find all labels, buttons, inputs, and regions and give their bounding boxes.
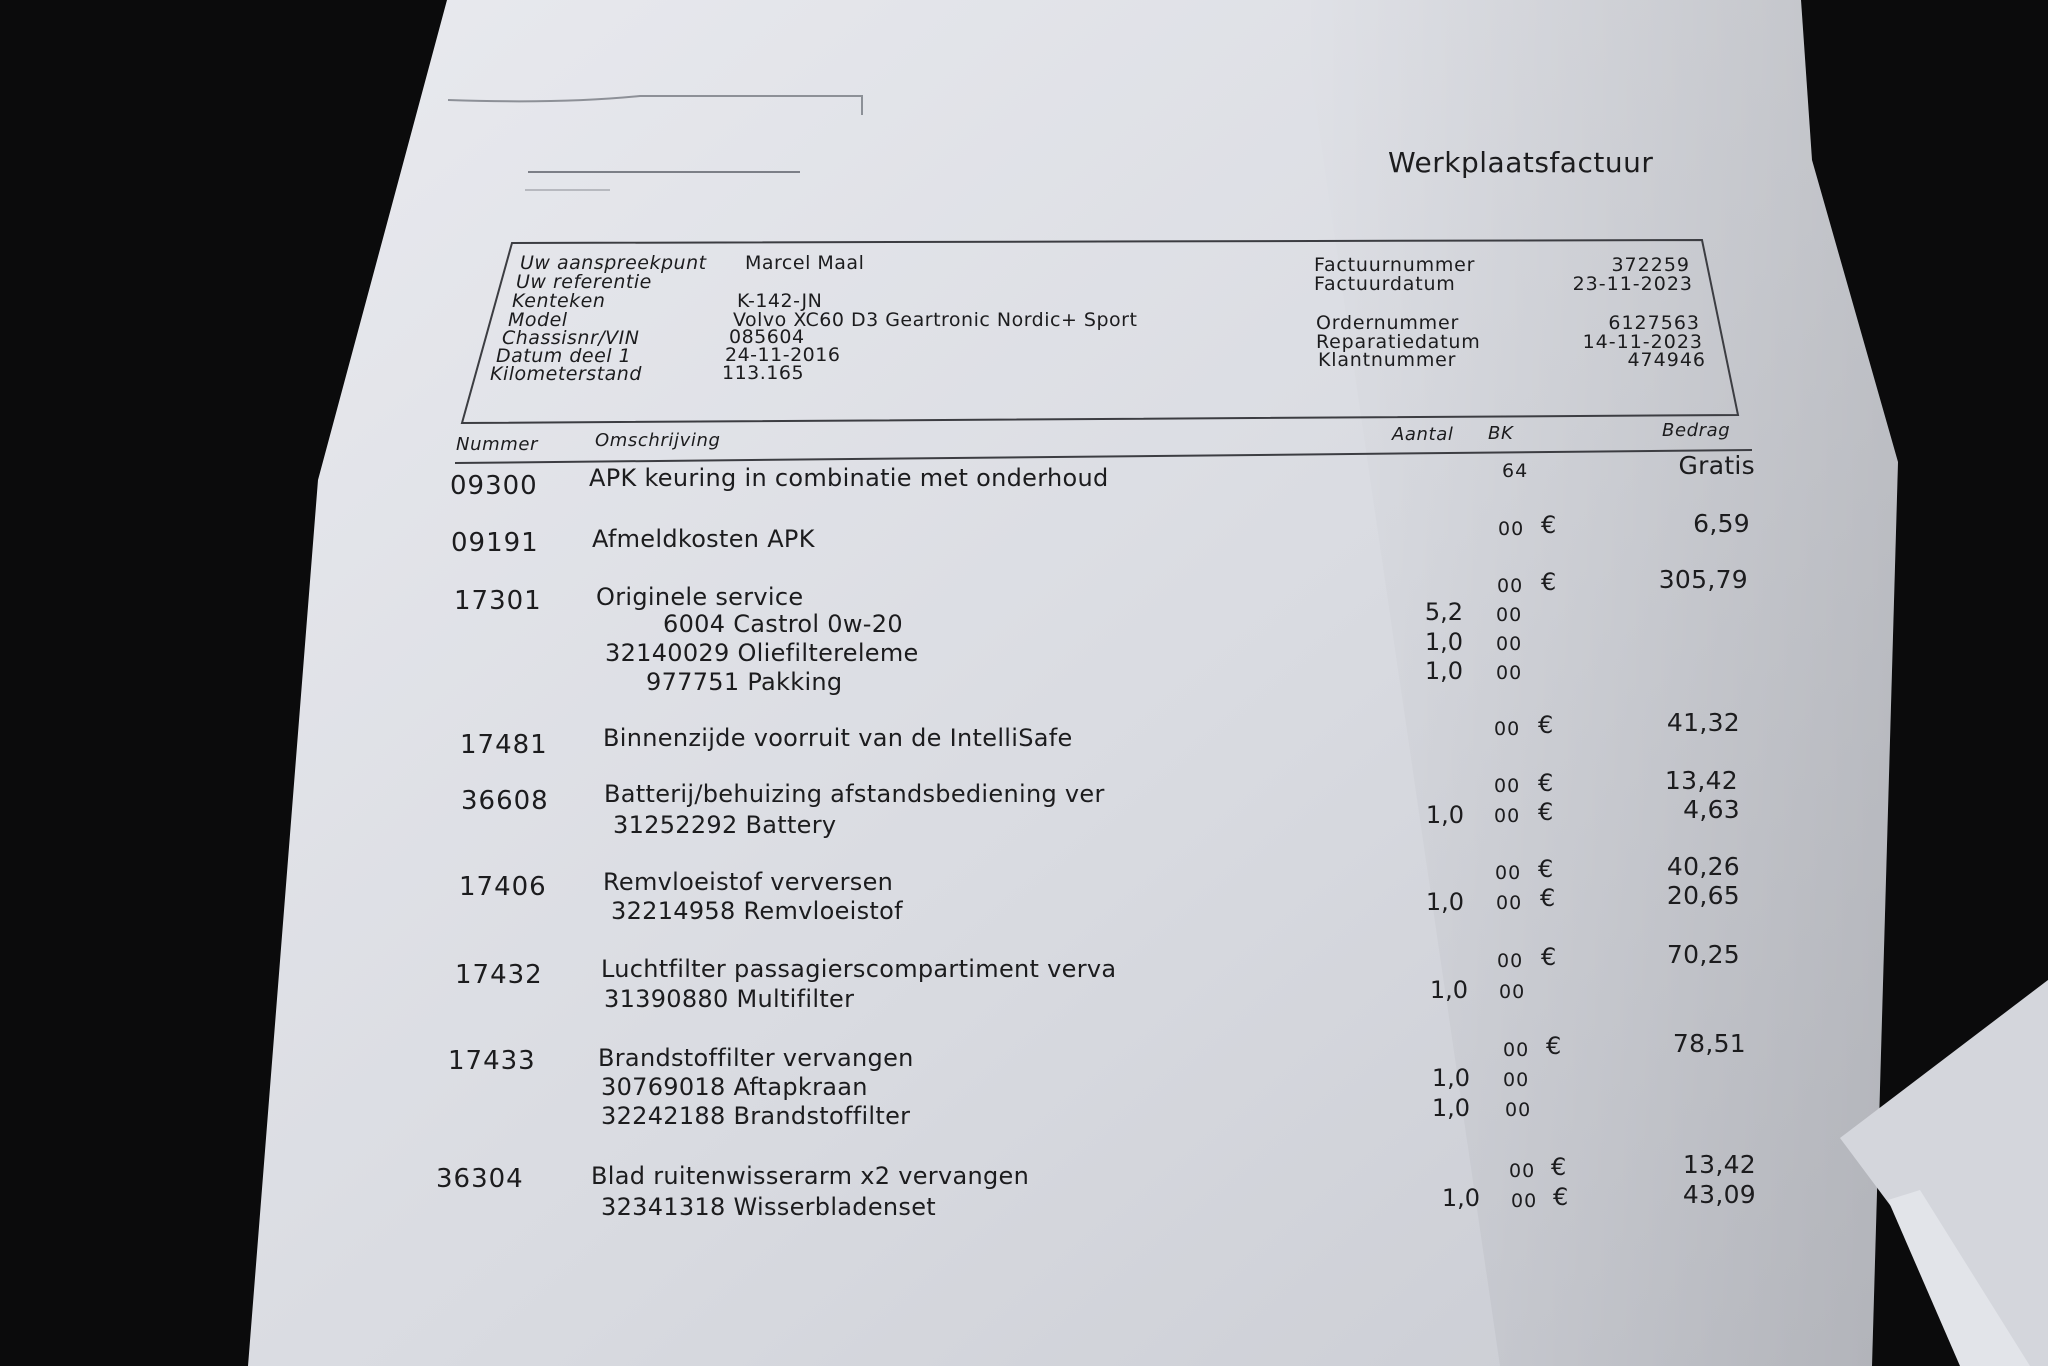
currency-symbol: €: [1553, 1183, 1569, 1211]
line-number: 17301: [454, 586, 542, 616]
line-item-bk: 00: [1496, 892, 1523, 914]
line-amount: Gratis: [1678, 451, 1755, 480]
line-item-bk: 00: [1494, 805, 1521, 827]
line-item-amount: 20,65: [1666, 881, 1740, 910]
label-invoice-date: Factuurdatum: [1314, 273, 1456, 295]
currency-symbol: €: [1541, 511, 1557, 539]
currency-symbol: €: [1538, 798, 1554, 826]
label-repair-date: Reparatiedatum: [1316, 331, 1481, 353]
value-contact: Marcel Maal: [745, 252, 865, 274]
value-invoice-number: 372259: [1611, 254, 1690, 276]
line-number: 09300: [450, 471, 538, 501]
line-item-qty: 1,0: [1441, 1184, 1480, 1212]
col-bk: BK: [1488, 423, 1514, 444]
line-bk: 00: [1497, 950, 1524, 972]
line-number: 09191: [451, 528, 539, 558]
line-number: 36608: [461, 786, 549, 816]
line-bk: 00: [1497, 575, 1524, 597]
line-description: Remvloeistof verversen: [603, 868, 894, 896]
line-item-qty: 1,0: [1431, 1094, 1470, 1122]
label-customer-number: Klantnummer: [1318, 349, 1457, 371]
line-description: APK keuring in combinatie met onderhoud: [589, 464, 1109, 492]
label-invoice-number: Factuurnummer: [1314, 254, 1476, 276]
line-bk: 00: [1494, 775, 1521, 797]
col-aantal: Aantal: [1392, 424, 1454, 445]
line-bk: 00: [1495, 862, 1522, 884]
currency-symbol: €: [1551, 1153, 1567, 1181]
line-amount: 13,42: [1682, 1150, 1756, 1179]
line-amount: 41,32: [1666, 708, 1740, 737]
line-bk: 64: [1502, 460, 1529, 482]
line-item-amount: 4,63: [1683, 795, 1740, 824]
line-bk: 00: [1498, 518, 1525, 540]
col-omschrijving: Omschrijving: [595, 430, 721, 451]
line-item-text: 31252292 Battery: [613, 811, 837, 839]
line-amount: 40,26: [1666, 852, 1740, 881]
col-nummer: Nummer: [456, 434, 539, 455]
line-item-qty: 1,0: [1424, 657, 1463, 685]
currency-symbol: €: [1538, 769, 1554, 797]
line-bk: 00: [1494, 718, 1521, 740]
line-item-bk: 00: [1496, 662, 1523, 684]
currency-symbol: €: [1541, 568, 1557, 596]
line-bk: 00: [1503, 1039, 1530, 1061]
line-item-text: 30769018 Aftapkraan: [601, 1073, 868, 1101]
line-item-qty: 1,0: [1425, 888, 1464, 916]
line-description: Afmeldkosten APK: [592, 525, 815, 553]
line-amount: 13,42: [1664, 766, 1738, 795]
currency-symbol: €: [1541, 943, 1557, 971]
line-item-bk: 00: [1505, 1099, 1532, 1121]
label-contact: Uw aanspreekpunt: [520, 252, 707, 274]
line-number: 17433: [448, 1046, 536, 1076]
line-amount: 78,51: [1672, 1029, 1746, 1058]
value-customer-number: 474946: [1627, 349, 1706, 371]
line-description: Binnenzijde voorruit van de IntelliSafe: [603, 724, 1073, 752]
value-repair-date: 14-11-2023: [1582, 331, 1703, 353]
line-item-qty: 1,0: [1425, 801, 1464, 829]
value-mileage: 113.165: [722, 362, 805, 384]
line-item-bk: 00: [1496, 633, 1523, 655]
line-item-bk: 00: [1499, 981, 1526, 1003]
line-amount: 6,59: [1693, 509, 1750, 538]
value-license-plate: K-142-JN: [737, 290, 823, 312]
line-item-text: 977751 Pakking: [646, 668, 843, 696]
value-invoice-date: 23-11-2023: [1572, 273, 1693, 295]
line-item-qty: 1,0: [1429, 976, 1468, 1004]
line-number: 36304: [436, 1164, 524, 1194]
label-vin: Chassisnr/VIN: [502, 327, 640, 349]
value-vin: 085604: [729, 326, 805, 348]
line-number: 17481: [460, 730, 548, 760]
line-item-text: 32214958 Remvloeistof: [611, 897, 903, 925]
line-item-text: 32140029 Oliefiltereleme: [605, 639, 919, 667]
line-item-qty: 1,0: [1424, 628, 1463, 656]
label-model: Model: [508, 309, 568, 331]
line-item-amount: 43,09: [1682, 1180, 1756, 1209]
line-number: 17406: [459, 872, 547, 902]
line-item-text: 32341318 Wisserbladenset: [601, 1193, 936, 1221]
line-description: Blad ruitenwisserarm x2 vervangen: [591, 1162, 1030, 1190]
line-item-bk: 00: [1511, 1190, 1538, 1212]
currency-symbol: €: [1540, 884, 1556, 912]
currency-symbol: €: [1538, 711, 1554, 739]
value-first-registration: 24-11-2016: [725, 344, 841, 366]
currency-symbol: €: [1546, 1032, 1562, 1060]
line-description: Luchtfilter passagierscompartiment verva: [601, 955, 1117, 983]
label-reference: Uw referentie: [516, 271, 652, 293]
line-item-qty: 1,0: [1431, 1064, 1470, 1092]
line-amount: 305,79: [1658, 565, 1748, 594]
label-mileage: Kilometerstand: [490, 363, 642, 385]
line-item-qty: 5,2: [1424, 598, 1463, 626]
line-item-text: 31390880 Multifilter: [604, 985, 855, 1013]
label-order-number: Ordernummer: [1316, 312, 1460, 334]
value-model: Volvo XC60 D3 Geartronic Nordic+ Sport: [733, 309, 1138, 331]
line-number: 17432: [455, 960, 543, 990]
line-description: Brandstoffilter vervangen: [598, 1044, 914, 1072]
line-amount: 70,25: [1666, 940, 1740, 969]
line-item-bk: 00: [1503, 1069, 1530, 1091]
currency-symbol: €: [1538, 855, 1554, 883]
label-first-registration: Datum deel 1: [496, 345, 632, 367]
value-order-number: 6127563: [1608, 312, 1700, 334]
invoice-title: Werkplaatsfactuur: [1388, 146, 1654, 179]
line-description: Batterij/behuizing afstandsbediening ver: [604, 780, 1105, 808]
line-item-text: 6004 Castrol 0w-20: [663, 610, 903, 638]
line-item-text: 32242188 Brandstoffilter: [601, 1102, 911, 1130]
line-item-bk: 00: [1496, 604, 1523, 626]
col-bedrag: Bedrag: [1662, 420, 1731, 441]
label-license-plate: Kenteken: [512, 290, 606, 312]
line-description: Originele service: [596, 583, 804, 611]
line-bk: 00: [1509, 1160, 1536, 1182]
